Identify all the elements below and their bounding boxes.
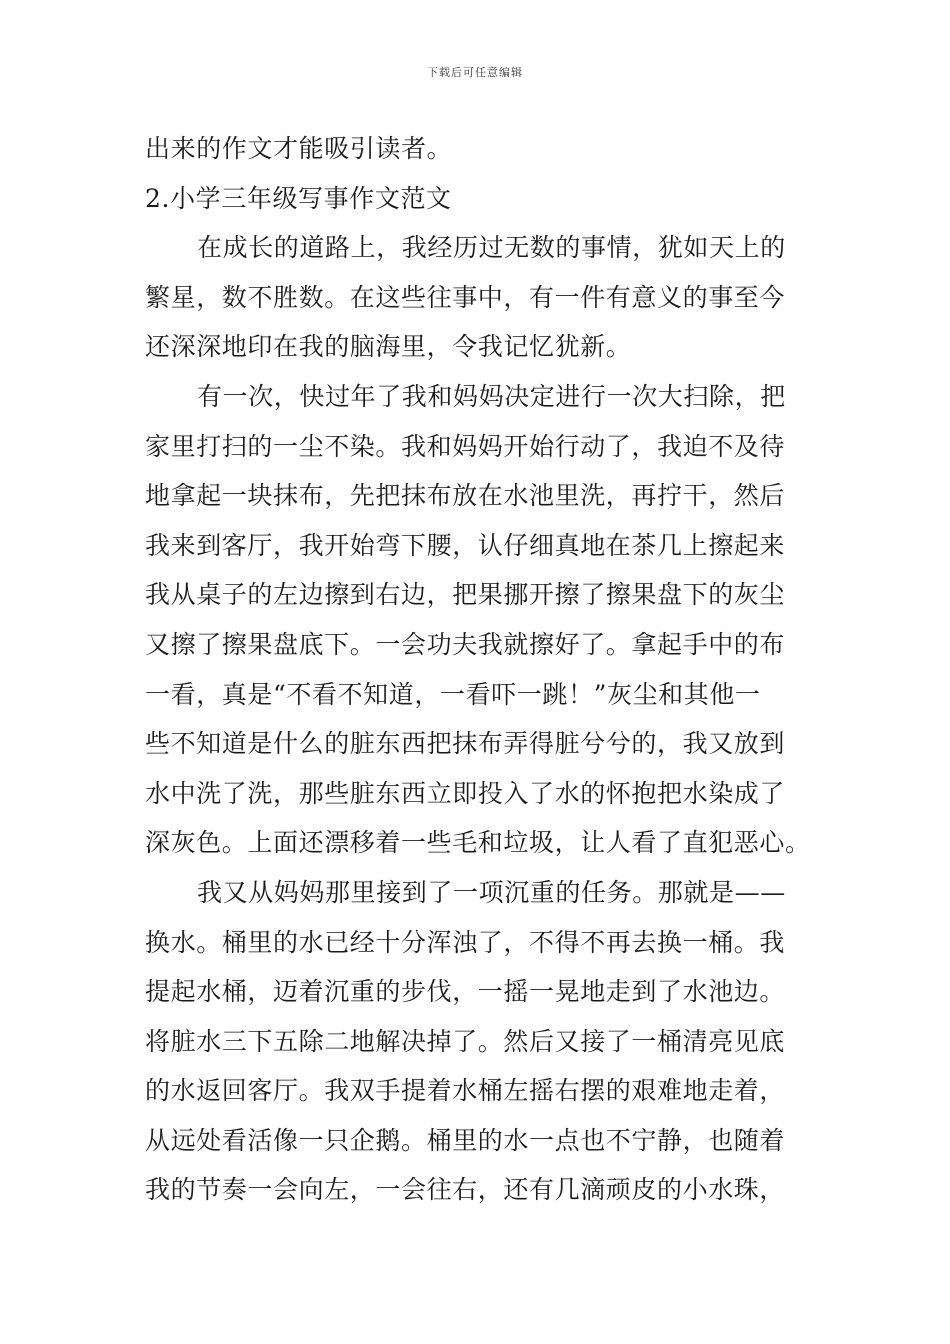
text-line: 家里打扫的一尘不染。我和妈妈开始行动了，我迫不及待 xyxy=(145,431,786,461)
text-line: 提起水桶，迈着沉重的步伐，一摇一晃地走到了水池边。 xyxy=(145,977,786,1007)
text-line: 我来到客厅，我开始弯下腰，认仔细真地在茶几上擦起来 xyxy=(145,530,786,560)
paragraph-start-line: 我又从妈妈那里接到了一项沉重的任务。那就是—— xyxy=(197,877,786,907)
text-line: 还深深地印在我的脑海里，令我记忆犹新。 xyxy=(145,332,632,362)
text-line: 水中洗了洗，那些脏东西立即投入了水的怀抱把水染成了 xyxy=(145,778,786,808)
text-line: 又擦了擦果盘底下。一会功夫我就擦好了。拿起手中的布 xyxy=(145,629,786,659)
paragraph-start-line: 有一次，快过年了我和妈妈决定进行一次大扫除，把 xyxy=(197,381,786,411)
document-body xyxy=(145,124,810,1215)
text-line: 地拿起一块抹布，先把抹布放在水池里洗，再拧干，然后 xyxy=(145,481,786,511)
text-line: 将脏水三下五除二地解决掉了。然后又接了一桶清亮见底 xyxy=(145,1026,786,1056)
text-line: 繁星，数不胜数。在这些往事中，有一件有意义的事至今 xyxy=(145,282,786,312)
text-line: 我从桌子的左边擦到右边，把果挪开擦了擦果盘下的灰尘 xyxy=(145,580,786,610)
section-heading: 2.小学三年级写事作文范文 xyxy=(145,183,452,213)
text-line: 的水返回客厅。我双手提着水桶左摇右摆的艰难地走着， xyxy=(145,1076,786,1106)
text-line: 一看，真是“不看不知道，一看吓一跳！”灰尘和其他一 xyxy=(145,679,761,709)
text-line: 出来的作文才能吸引读者。 xyxy=(145,134,453,163)
text-line: 从远处看活像一只企鹅。桶里的水一点也不宁静，也随着 xyxy=(145,1125,786,1155)
header-note: 下载后可任意编辑 xyxy=(427,66,523,79)
text-line: 我的节奏一会向左，一会往右，还有几滴顽皮的小水珠， xyxy=(145,1175,786,1205)
text-line: 些不知道是什么的脏东西把抹布弄得脏兮兮的，我又放到 xyxy=(145,729,786,759)
text-line: 深灰色。上面还漂移着一些毛和垃圾，让人看了直犯恶心。 xyxy=(145,828,811,858)
text-line: 换水。桶里的水已经十分浑浊了，不得不再去换一桶。我 xyxy=(145,927,786,957)
paragraph-start-line: 在成长的道路上，我经历过无数的事情，犹如天上的 xyxy=(197,233,786,263)
